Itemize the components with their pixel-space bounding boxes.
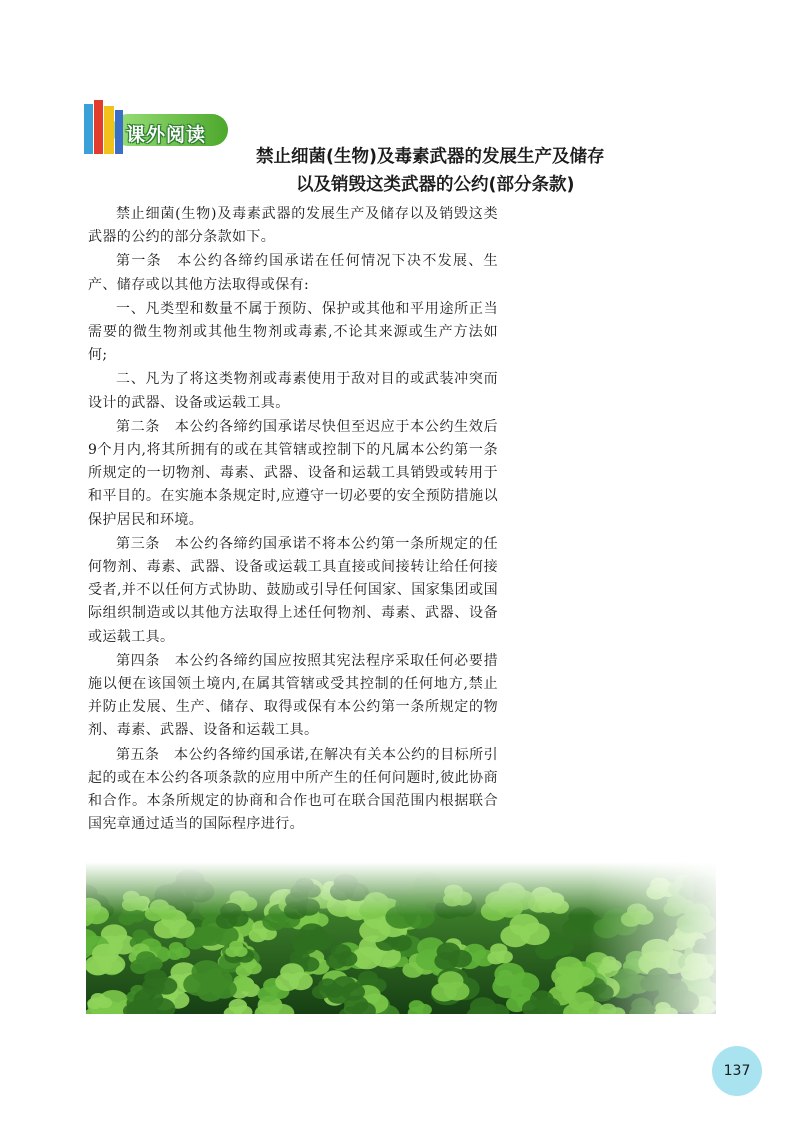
article-title-line-2: 以及销毁这类武器的公约(部分条款) — [296, 175, 575, 195]
paragraph: 第二条 本公约各缔约国承诺尽快但至迟应于本公约生效后9个月内,将其所拥有的或在其管辖或控制下的凡属本公约第一条所规定的一切物剂、毒素、武器、设备和运载工具销毁或转用于和平目的。在实施本条规定时,应遵守一切必要的安全预防措施以保护居民和环境。 — [88, 418, 498, 528]
reading-badge — [82, 100, 232, 158]
paragraph: 第三条 本公约各缔约国承诺不将本公约第一条所规定的任何物剂、毒素、武器、设备或运载工具直接或间接转让给任何接受者,并不以任何方式协助、鼓励或引导任何国家、国家集团或国际组织制造或以其他方法取得上述任何物剂、毒素、武器、设备或运载工具。 — [88, 535, 498, 645]
paragraph: 第四条 本公约各缔约国应按照其宪法程序采取任何必要措施以便在该国领土境内,在属其管辖或受其控制的任何地方,禁止并防止发展、生产、储存、取得或保有本公约第一条所规定的物剂、毒素、武器、设备和运载工具。 — [88, 652, 498, 739]
paragraph: 二、凡为了将这类物剂或毒素使用于敌对目的或武装冲突而设计的武器、设备或运载工具。 — [88, 371, 498, 411]
article-body — [88, 203, 498, 837]
paragraph: 一、凡类型和数量不属于预防、保护或其他和平用途所正当需要的微生物剂或其他生物剂或毒素,不论其来源或生产方法如何; — [88, 300, 498, 364]
article-title-line-1: 禁止细菌(生物)及毒素武器的发展生产及储存 — [256, 147, 605, 167]
badge-label: 课外阅读 — [126, 124, 207, 146]
page-number-text: 137 — [723, 1063, 751, 1079]
paragraph: 第一条 本公约各缔约国承诺在任何情况下决不发展、生产、储存或以其他方法取得或保有: — [88, 253, 498, 293]
paragraph: 第五条 本公约各缔约国承诺,在解决有关本公约的目标所引起的或在本公约各项条款的应用中所产生的任何问题时,彼此协商和合作。本条所规定的协商和合作也可在联合国范围内根据联合国宪章通过适当的国际程序进行。 — [88, 746, 498, 833]
page-number — [712, 1046, 762, 1096]
paragraph: 禁止细菌(生物)及毒素武器的发展生产及储存以及销毁这类武器的公约的部分条款如下。 — [88, 206, 498, 246]
clover-field-image — [86, 862, 716, 1014]
